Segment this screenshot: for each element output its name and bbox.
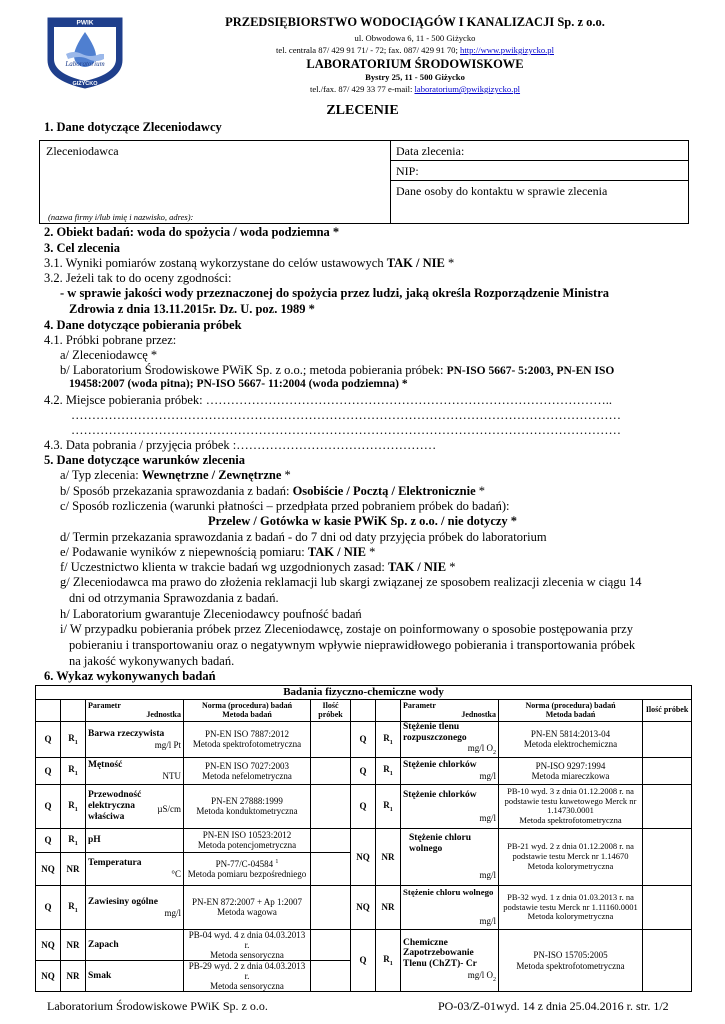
norm: PB-32 wyd. 1 z dnia 01.03.2013 r. na podstawie testu Merck nr 1.11160.0001 bbox=[503, 891, 638, 912]
param-cell bbox=[401, 929, 499, 991]
header-norm bbox=[184, 700, 311, 722]
param-cell bbox=[86, 757, 184, 784]
param-cell bbox=[86, 852, 184, 885]
footer-doc-id: PO-03/Z-01wyd. 14 z dnia 25.04.2016 r. str. 1/2 bbox=[438, 999, 669, 1013]
section-5-c-options: Przelew / Gotówka w kasie PWiK Sp. z o.o. / nie dotyczy * bbox=[207, 514, 518, 528]
section-4-1-b bbox=[60, 363, 614, 378]
q-flag: Q bbox=[351, 722, 376, 758]
section-1-heading: 1. Dane dotyczące Zleceniodawcy bbox=[44, 120, 222, 134]
param-cell bbox=[401, 722, 499, 758]
norm: PB-10 wyd. 3 z dnia 01.12.2008 r. na podstawie testu kuwetowego Merck nr 1.14730.0001 bbox=[504, 786, 637, 816]
norm-cell bbox=[499, 722, 643, 758]
section-5-i: i/ W przypadku pobierania próbek przez Zleceniodawcę, zostaje on poinformowany o sposobie postępowania przy bbox=[60, 622, 633, 636]
param-name: Stężenie chlorków bbox=[403, 760, 477, 771]
divider bbox=[390, 141, 391, 223]
text: b/ Sposób przekazania sprawozdania z badań: bbox=[60, 484, 293, 498]
q-flag: Q bbox=[36, 784, 61, 828]
norm: PN-EN ISO 7887:2012 bbox=[204, 729, 289, 740]
q-flag: Q bbox=[36, 757, 61, 784]
method: Metoda pomiaru bezpośredniego bbox=[187, 868, 307, 879]
section-3-heading: 3. Cel zlecenia bbox=[44, 241, 121, 255]
param-unit: NTU bbox=[162, 771, 181, 782]
lab-contact-text: tel./fax. 87/ 429 33 77 e-mail: bbox=[309, 84, 413, 94]
param-name: Barwa rzeczywista bbox=[88, 729, 165, 740]
method: Metoda kolorymetryczna bbox=[527, 911, 614, 922]
qty-input[interactable] bbox=[643, 757, 692, 784]
norm: PB-29 wyd. 2 z dnia 04.03.2013 r. bbox=[188, 961, 306, 982]
header-qty: Ilość próbek bbox=[311, 700, 351, 722]
text: b/ Laboratorium Środowiskowe PWiK Sp. z o.o.; metoda pobierania próbek: bbox=[60, 363, 447, 377]
qty-input[interactable] bbox=[643, 929, 692, 991]
param-name: Temperatura bbox=[88, 858, 142, 869]
param-unit: mg/l $O_2$ bbox=[467, 743, 496, 757]
param-unit: mg/l bbox=[479, 916, 496, 927]
table-row bbox=[36, 885, 692, 929]
option: Wewnętrzne / Zewnętrzne bbox=[141, 468, 282, 482]
q-flag: NQ bbox=[351, 828, 376, 885]
param-cell bbox=[401, 784, 499, 828]
qty-input[interactable] bbox=[311, 722, 351, 758]
param-name: Chemiczne Zapotrzebowanie Tlenu (ChZT)- Cr bbox=[403, 937, 477, 970]
norm-cell bbox=[184, 784, 311, 828]
header-param bbox=[401, 700, 499, 722]
method: Metoda konduktometryczna bbox=[196, 806, 298, 817]
param-name: Zawiesiny ogólne bbox=[88, 896, 158, 907]
company-phones bbox=[135, 45, 695, 55]
lab-address: Bystry 25, 11 - 500 Giżycko bbox=[365, 72, 465, 82]
section-5-d: d/ Termin przekazania sprawozdania z badań - do 7 dni od daty przyjęcia próbek do laboratorium bbox=[60, 530, 547, 544]
q-flag: Q bbox=[351, 929, 376, 991]
r-flag: $R_1$ bbox=[61, 828, 86, 852]
r-flag: NR bbox=[376, 828, 401, 885]
qty-input[interactable] bbox=[643, 885, 692, 929]
section-5-i-2: pobieraniu i transportowaniu oraz o negatywnym wpływie nieprawidłowego pobierania i transportowania próbek bbox=[69, 638, 636, 652]
section-5-b bbox=[60, 484, 485, 499]
param-cell bbox=[401, 757, 499, 784]
qty-input[interactable] bbox=[311, 852, 351, 885]
text: * bbox=[446, 560, 456, 574]
method: Metoda elektrochemiczna bbox=[523, 739, 618, 750]
company-logo bbox=[44, 14, 126, 90]
param-cell bbox=[86, 885, 184, 929]
divider bbox=[390, 180, 688, 181]
norm: PN-ISO 9297:1994 bbox=[535, 760, 606, 771]
client-label: Zleceniodawca bbox=[46, 144, 119, 158]
section-4-1-a: a/ Zleceniodawcę * bbox=[60, 348, 158, 362]
section-4-heading: 4. Dane dotyczące pobierania próbek bbox=[44, 318, 242, 332]
text: * bbox=[475, 484, 486, 498]
r-flag: $R_1$ bbox=[61, 722, 86, 758]
r-flag: $R_1$ bbox=[376, 929, 401, 991]
param-name: Stężenie chlorków bbox=[403, 789, 477, 800]
logo-sub1: Laboratorium bbox=[65, 60, 105, 68]
col-param: Parametr bbox=[403, 700, 436, 710]
q-flag: Q bbox=[36, 828, 61, 852]
section-5-g-2: dni od otrzymania Sprawozdania z badań. bbox=[69, 591, 279, 605]
param-name: Stężenie tlenu rozpuszczonego bbox=[403, 722, 467, 743]
section-4-1: 4.1. Próbki pobrane przez: bbox=[44, 333, 177, 347]
norm-line bbox=[186, 859, 308, 869]
q-flag: NQ bbox=[36, 852, 61, 885]
norm-cell bbox=[499, 828, 643, 885]
norm: PN-EN 872:2007 + Ap 1:2007 bbox=[191, 897, 303, 908]
qty-input[interactable] bbox=[311, 961, 351, 992]
tests-table bbox=[35, 685, 692, 992]
col-norm: Norma (procedura) badań bbox=[201, 700, 293, 710]
table-row bbox=[36, 757, 692, 784]
q-flag: Q bbox=[36, 885, 61, 929]
header-cell bbox=[36, 700, 61, 722]
q-flag: Q bbox=[351, 784, 376, 828]
col-param: Parametr bbox=[88, 700, 121, 710]
q-flag: NQ bbox=[36, 961, 61, 992]
table-row bbox=[36, 828, 692, 852]
lab-name: LABORATORIUM ŚRODOWISKOWE bbox=[306, 57, 524, 71]
param-name: Mętność bbox=[88, 760, 123, 771]
section-5-i-3: na jakość wykonywanych badań. bbox=[69, 654, 235, 668]
client-note: (nazwa firmy i/lub imię i nazwisko, adres): bbox=[48, 212, 194, 222]
r-flag: $R_1$ bbox=[376, 722, 401, 758]
q-flag: NQ bbox=[36, 929, 61, 960]
r-flag: $R_1$ bbox=[61, 757, 86, 784]
dotted-line: …………………………………………………………………………………………………………………… bbox=[71, 423, 621, 437]
method: Metoda miareczkowa bbox=[531, 770, 610, 781]
method: Metoda sensoryczna bbox=[210, 949, 284, 960]
norm-cell bbox=[499, 757, 643, 784]
param-cell bbox=[401, 828, 499, 885]
logo-text: PWIK bbox=[76, 19, 94, 27]
norm-cell bbox=[184, 885, 311, 929]
text: a/ Typ zlecenia: bbox=[60, 468, 142, 482]
section-5-h: h/ Laboratorium gwarantuje Zleceniodawcy poufność badań bbox=[60, 607, 362, 621]
method: Metoda kolorymetryczna bbox=[527, 860, 614, 871]
table-row bbox=[36, 722, 692, 758]
qty-input[interactable] bbox=[643, 784, 692, 828]
lab-contact bbox=[135, 84, 695, 94]
contact-label: Dane osoby do kontaktu w sprawie zlecenia bbox=[396, 184, 608, 198]
norm-footnote: 1 bbox=[275, 858, 279, 865]
param-cell bbox=[86, 929, 184, 960]
param-cell bbox=[86, 784, 184, 828]
phones-text: tel. centrala 87/ 429 91 71/ - 72; fax. 087/ 429 91 70; bbox=[276, 45, 458, 55]
qty-input[interactable] bbox=[311, 885, 351, 929]
yes-no-option: TAK / NIE bbox=[307, 545, 366, 559]
yes-no-option: TAK / NIE bbox=[386, 256, 445, 270]
r-flag: NR bbox=[376, 885, 401, 929]
text: e/ Podawanie wyników z niepewnością pomiaru: bbox=[60, 545, 308, 559]
header-cell bbox=[351, 700, 376, 722]
nip-label: NIP: bbox=[396, 164, 419, 178]
section-4-1-b-norms: 19458:2007 (woda pitna); PN-ISO 5667- 11:2004 (woda podziemna) * bbox=[69, 378, 408, 390]
norm: PN-ISO 15705:2005 bbox=[533, 950, 608, 961]
norm-cell bbox=[184, 929, 311, 960]
qty-input[interactable] bbox=[311, 828, 351, 852]
norm-cell bbox=[184, 961, 311, 992]
param-unit: µS/cm bbox=[157, 804, 181, 815]
norm-cell bbox=[184, 757, 311, 784]
param-unit: mg/l bbox=[479, 812, 496, 823]
norm: PN-EN ISO 7027:2003 bbox=[204, 760, 289, 771]
section-2-heading: 2. Obiekt badań: woda do spożycia / woda podziemna * bbox=[44, 225, 340, 239]
q-flag: Q bbox=[36, 722, 61, 758]
param-name: Zapach bbox=[88, 939, 119, 950]
table-header-row bbox=[36, 700, 692, 722]
q-flag: Q bbox=[351, 757, 376, 784]
table-row bbox=[36, 929, 692, 960]
col-unit: Jednostka bbox=[146, 709, 181, 719]
website-link[interactable]: http://www.pwikgizycko.pl bbox=[460, 45, 554, 55]
method: Metoda spektrofotometryczna bbox=[192, 739, 302, 750]
r-flag: $R_1$ bbox=[61, 885, 86, 929]
section-3-regulation-2: Zdrowia z dnia 13.11.2015r. Dz. U. poz. 1989 * bbox=[69, 302, 315, 316]
section-5-c: c/ Sposób rozliczenia (warunki płatności – przedpłata przed pobraniem próbek do badań): bbox=[60, 499, 510, 513]
param-unit: °C bbox=[171, 869, 181, 880]
norm-cell bbox=[184, 722, 311, 758]
document-title: ZLECENIE bbox=[326, 103, 399, 118]
param-name: Stężenie chloru wolnego bbox=[409, 833, 472, 854]
param-cell bbox=[86, 828, 184, 852]
method: Metoda potencjometryczna bbox=[197, 840, 297, 851]
text: * bbox=[444, 256, 455, 270]
section-5-a bbox=[60, 468, 291, 483]
footer-lab-name: Laboratorium Środowiskowe PWiK Sp. z o.o. bbox=[47, 999, 268, 1013]
q-flag: NQ bbox=[351, 885, 376, 929]
table-row bbox=[36, 784, 692, 828]
norm: PN-EN ISO 10523:2012 bbox=[202, 830, 292, 841]
section-3-2: 3.2. Jeżeli tak to do oceny zgodności: bbox=[44, 271, 232, 285]
param-cell bbox=[86, 722, 184, 758]
text: f/ Uczestnictwo klienta w trakcie badań wg uzgodnionych zasad: bbox=[60, 560, 389, 574]
method: Metoda wagowa bbox=[217, 907, 277, 918]
norm: PN-EN 5814:2013-04 bbox=[530, 729, 611, 740]
norm: PB-21 wyd. 2 z dnia 01.12.2008 r. na podstawie testu Merck nr 1.14670 bbox=[507, 841, 634, 861]
norm-cell bbox=[499, 929, 643, 991]
col-method: Metoda badań bbox=[222, 709, 272, 719]
r-flag: $R_1$ bbox=[376, 757, 401, 784]
norm-text: PN-ISO 5667- 5:2003, PN-EN ISO bbox=[446, 365, 615, 377]
param-unit: mg/l bbox=[479, 870, 496, 881]
text: * bbox=[281, 468, 291, 482]
client-data-box bbox=[39, 140, 689, 224]
r-flag: NR bbox=[61, 852, 86, 885]
qty-input[interactable] bbox=[643, 722, 692, 758]
header-norm bbox=[499, 700, 643, 722]
section-4-2: 4.2. Miejsce pobierania próbek: …………………………………………………………………………………….. bbox=[44, 393, 613, 407]
text: 3.1. Wyniki pomiarów zostaną wykorzystane do celów ustawowych bbox=[44, 256, 387, 270]
param-unit: mg/l Pt bbox=[154, 739, 181, 750]
section-3-regulation: - w sprawie jakości wody przeznaczonej do spożycia przez ludzi, jaką określa Rozporządzenie Ministra bbox=[60, 286, 610, 300]
header-qty: Ilość próbek bbox=[643, 700, 692, 722]
method: Metoda nefelometryczna bbox=[202, 770, 292, 781]
param-cell bbox=[86, 961, 184, 992]
section-5-heading: 5. Dane dotyczące warunków zlecenia bbox=[44, 453, 246, 467]
norm-cell bbox=[499, 885, 643, 929]
norm-cell bbox=[184, 852, 311, 885]
company-name: PRZEDSIĘBIORSTWO WODOCIĄGÓW I KANALIZACJI Sp. z o.o. bbox=[225, 15, 605, 29]
dotted-line: …………………………………………………………………………………………………………………… bbox=[71, 408, 621, 422]
qty-input[interactable] bbox=[643, 828, 692, 885]
r-flag: NR bbox=[61, 961, 86, 992]
header-cell bbox=[61, 700, 86, 722]
header-param bbox=[86, 700, 184, 722]
col-norm: Norma (procedura) badań bbox=[525, 700, 616, 710]
method: Metoda spektrofotometryczna bbox=[519, 814, 622, 825]
divider bbox=[390, 160, 688, 161]
norm-cell bbox=[184, 828, 311, 852]
section-5-g: g/ Zleceniodawca ma prawo do złożenia reklamacji lub skargi związanej ze sposobem realizacji zlecenia w ciągu 14 bbox=[60, 575, 642, 589]
option: Osobiście / Pocztą / Elektronicznie bbox=[292, 484, 476, 498]
yes-no-option: TAK / NIE bbox=[388, 560, 447, 574]
param-cell bbox=[401, 885, 499, 929]
logo-sub2: GIŻYCKO bbox=[72, 81, 98, 87]
date-label: Data zlecenia: bbox=[396, 144, 465, 158]
r-flag: $R_1$ bbox=[376, 784, 401, 828]
email-link[interactable]: laboratorium@pwikgizycko.pl bbox=[414, 84, 521, 94]
param-name: Smak bbox=[88, 970, 112, 981]
norm: PN-77/C-04584 bbox=[215, 858, 274, 869]
norm-cell bbox=[499, 784, 643, 828]
section-3-1 bbox=[44, 256, 454, 271]
method: Metoda spektrofotometryczna bbox=[516, 960, 625, 971]
qty-input[interactable] bbox=[311, 757, 351, 784]
param-name: Przewodność elektryczna właściwa bbox=[88, 790, 142, 822]
param-unit: mg/l bbox=[164, 907, 181, 918]
table-title: Badania fizyczno-chemiczne wody bbox=[36, 686, 692, 700]
r-flag: $R_1$ bbox=[61, 784, 86, 828]
section-5-f bbox=[60, 560, 456, 575]
text: * bbox=[365, 545, 376, 559]
r-flag: NR bbox=[61, 929, 86, 960]
section-6-heading: 6. Wykaz wykonywanych badań bbox=[44, 669, 216, 683]
col-unit: Jednostka bbox=[461, 709, 496, 719]
company-address: ul. Obwodowa 6, 11 - 500 Giżycko bbox=[354, 33, 476, 43]
section-5-e bbox=[60, 545, 375, 560]
qty-input[interactable] bbox=[311, 929, 351, 960]
param-unit: mg/l $O_2$ bbox=[467, 969, 496, 983]
param-name: Stężenie chloru wolnego bbox=[403, 887, 494, 898]
qty-input[interactable] bbox=[311, 784, 351, 828]
method: Metoda sensoryczna bbox=[210, 981, 284, 992]
norm: PN-EN 27888:1999 bbox=[211, 796, 283, 807]
col-method: Metoda badań bbox=[545, 709, 596, 719]
section-4-3: 4.3. Data pobrania / przyjęcia próbek :………………………………………… bbox=[44, 438, 437, 452]
param-name: pH bbox=[88, 834, 101, 845]
header-cell bbox=[376, 700, 401, 722]
norm: PB-04 wyd. 4 z dnia 04.03.2013 r. bbox=[188, 929, 306, 950]
param-unit: mg/l bbox=[479, 771, 496, 782]
